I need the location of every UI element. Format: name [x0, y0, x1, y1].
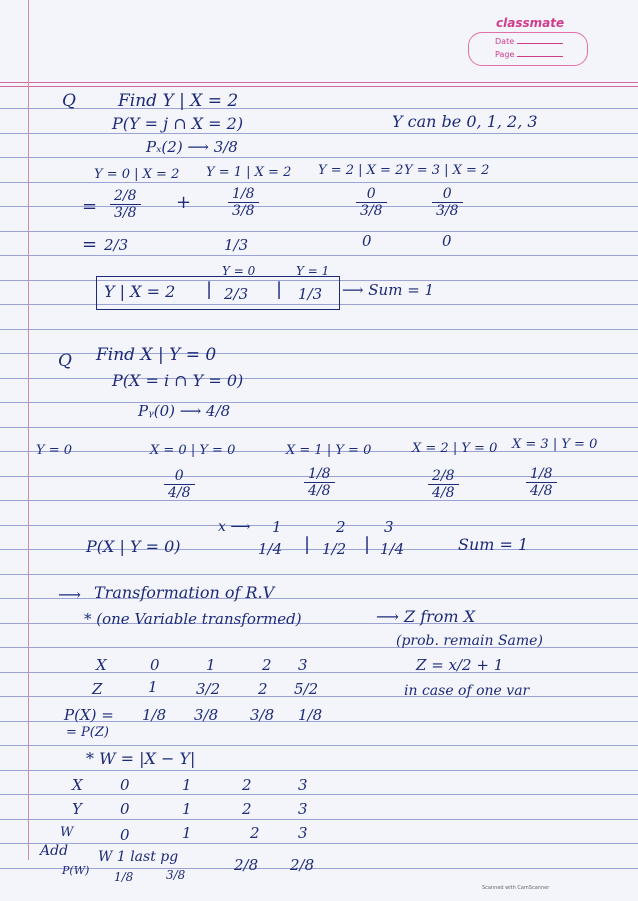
denominator: 3/8: [436, 203, 459, 219]
q2-cond-3: X = 3 | Y = 0: [512, 437, 598, 452]
brand-name: classmate: [496, 16, 565, 30]
numerator: 1/8: [228, 186, 259, 203]
rule-line: [0, 745, 638, 746]
q1-frac-2: [356, 186, 387, 219]
row-px-0: 1/8: [142, 706, 167, 724]
w-row-w-1: 1: [182, 824, 192, 842]
q1-result-0: 2/3: [104, 236, 129, 254]
q1-frac-1: [228, 186, 259, 219]
w-bottom-val-1: 3/8: [166, 868, 186, 882]
q1-sum: ⟶ Sum = 1: [342, 281, 435, 299]
classmate-logo: [468, 14, 588, 66]
denominator: 4/8: [432, 485, 455, 501]
q2-table-val-1: 1/2: [322, 540, 347, 558]
w-row-w-0: 0: [120, 826, 130, 844]
divider: |: [276, 279, 283, 300]
arrow-marker: ⟶: [58, 585, 81, 604]
q1-table-val-0: 2/3: [224, 285, 249, 303]
q1-prob: P(Y = j ∩ X = 2): [112, 114, 244, 133]
row-px-3: 1/8: [298, 706, 323, 724]
row-px-2: 3/8: [250, 706, 275, 724]
numerator: 0: [356, 186, 387, 203]
q1-px: Pₓ(2) ⟶ 3/8: [146, 138, 238, 156]
w-last-val-0: 2/8: [234, 856, 259, 874]
row-x-label: X: [96, 656, 107, 674]
w-row-y-3: 3: [298, 800, 308, 818]
w-row-x-3: 3: [298, 776, 308, 794]
pw-label: P(W): [62, 864, 90, 877]
row-x-3: 3: [298, 656, 308, 674]
q2-py: Pᵧ(0) ⟶ 4/8: [138, 402, 231, 420]
rule-line: [0, 255, 638, 256]
margin-line: [28, 0, 29, 860]
q2-cond-0: X = 0 | Y = 0: [150, 443, 236, 458]
q1-equals-2: =: [82, 234, 98, 255]
w-row-w-label: W: [60, 825, 74, 840]
q2-y0: Y = 0: [36, 443, 73, 458]
q1-cond-2: Y = 2 | X = 2: [318, 163, 404, 178]
q1-head-1: Y = 1: [296, 264, 330, 278]
q2-table-val-0: 1/4: [258, 540, 283, 558]
numerator: 0: [164, 468, 195, 485]
rule-line: [0, 133, 638, 134]
w-row-y-label: Y: [72, 800, 82, 818]
transform-note-4: in case of one var: [404, 683, 530, 699]
q1-table-label: Y | X = 2: [104, 282, 176, 301]
q1-head-0: Y = 0: [222, 264, 256, 278]
date-page-box: [468, 32, 588, 66]
rule-line: [0, 868, 638, 869]
w-row-x-1: 1: [182, 776, 192, 794]
q1-cond-3: Y = 3 | X = 2: [404, 163, 490, 178]
w-row-x-label: X: [72, 776, 83, 794]
denominator: 4/8: [530, 483, 553, 499]
page-label: Page: [495, 50, 563, 59]
q2-head-2: 3: [384, 518, 394, 536]
denominator: 3/8: [360, 203, 383, 219]
denominator: 4/8: [308, 483, 331, 499]
header-rule-2: [0, 86, 638, 87]
q1-find: Find Y | X = 2: [118, 91, 239, 111]
transform-subtitle: * (one Variable transformed): [84, 610, 302, 628]
q2-frac-1: [304, 466, 335, 499]
q2-prob: P(X = i ∩ Y = 0): [112, 371, 244, 390]
numerator: 1/8: [304, 466, 335, 483]
q2-head-1: 2: [336, 518, 346, 536]
row-z-3: 5/2: [294, 680, 319, 698]
q1-result-1: 1/3: [224, 236, 249, 254]
last-page-note: W 1 last pg: [98, 849, 179, 865]
q1-ycan: Y can be 0, 1, 2, 3: [392, 112, 538, 131]
divider: |: [206, 279, 213, 300]
row-z-2: 2: [258, 680, 268, 698]
rule-line: [0, 794, 638, 795]
numerator: 2/8: [110, 188, 141, 205]
q2-find: Find X | Y = 0: [96, 345, 217, 365]
w-bottom-val-0: 1/8: [114, 870, 134, 884]
q1-frac-0: [110, 188, 141, 221]
row-pz-label: = P(Z): [66, 725, 109, 740]
w-row-y-0: 0: [120, 800, 130, 818]
transform-note-1: ⟶ Z from X: [376, 607, 476, 626]
q2-head-0: 1: [272, 518, 282, 536]
rule-line: [0, 231, 638, 232]
q2-frac-3: [526, 466, 557, 499]
q1-frac-3: [432, 186, 463, 219]
row-z-label: Z: [92, 680, 103, 698]
w-row-x-2: 2: [242, 776, 252, 794]
q2-cond-1: X = 1 | Y = 0: [286, 443, 372, 458]
rule-line: [0, 108, 638, 109]
numerator: 0: [432, 186, 463, 203]
rule-line: [0, 402, 638, 403]
w-row-x-0: 0: [120, 776, 130, 794]
question-marker-2: Q: [58, 351, 72, 371]
q2-x-arrow: x ⟶: [218, 519, 251, 535]
q2-frac-0: [164, 468, 195, 501]
question-marker-1: Q: [62, 91, 76, 111]
numerator: 1/8: [526, 466, 557, 483]
w-row-y-2: 2: [242, 800, 252, 818]
rule-line: [0, 157, 638, 158]
add-note: Add: [40, 843, 69, 859]
divider: |: [304, 534, 311, 555]
q1-cond-0: Y = 0 | X = 2: [94, 167, 180, 182]
denominator: 3/8: [114, 205, 137, 221]
header-rule: [0, 82, 638, 83]
w-row-w-2: 2: [250, 824, 260, 842]
scanner-watermark: Scanned with CamScanner: [482, 885, 550, 891]
q2-sum: Sum = 1: [458, 535, 529, 554]
q2-cond-2: X = 2 | Y = 0: [412, 441, 498, 456]
transform-note-3: Z = x/2 + 1: [416, 656, 504, 674]
plus-sign: +: [176, 192, 192, 213]
divider: |: [364, 534, 371, 555]
q1-result-3: 0: [442, 232, 452, 250]
row-px-label: P(X) =: [64, 706, 114, 724]
rule-line: [0, 525, 638, 526]
rule-line: [0, 770, 638, 771]
q1-table-val-1: 1/3: [298, 285, 323, 303]
w-row-w-3: 3: [298, 824, 308, 842]
row-x-0: 0: [150, 656, 160, 674]
q1-result-2: 0: [362, 232, 372, 250]
rule-line: [0, 500, 638, 501]
row-z-1: 3/2: [196, 680, 221, 698]
q2-frac-2: [428, 468, 459, 501]
row-x-2: 2: [262, 656, 272, 674]
rule-line: [0, 574, 638, 575]
rule-line: [0, 378, 638, 379]
w-last-val-1: 2/8: [290, 856, 315, 874]
w-row-y-1: 1: [182, 800, 192, 818]
rule-line: [0, 427, 638, 428]
transform-note-2: (prob. remain Same): [396, 633, 543, 649]
q1-equals: =: [82, 196, 98, 217]
q2-table-label: P(X | Y = 0): [86, 537, 181, 556]
rule-line: [0, 329, 638, 330]
denominator: 3/8: [232, 203, 255, 219]
q2-table-val-2: 1/4: [380, 540, 405, 558]
date-label: Date: [495, 37, 563, 46]
transform-title: Transformation of R.V: [94, 583, 275, 602]
row-z-0: 1: [148, 678, 158, 696]
w-definition: * W = |X − Y|: [86, 749, 196, 768]
denominator: 4/8: [168, 485, 191, 501]
numerator: 2/8: [428, 468, 459, 485]
row-px-1: 3/8: [194, 706, 219, 724]
rule-line: [0, 843, 638, 844]
q1-cond-1: Y = 1 | X = 2: [206, 165, 292, 180]
row-x-1: 1: [206, 656, 216, 674]
rule-line: [0, 819, 638, 820]
